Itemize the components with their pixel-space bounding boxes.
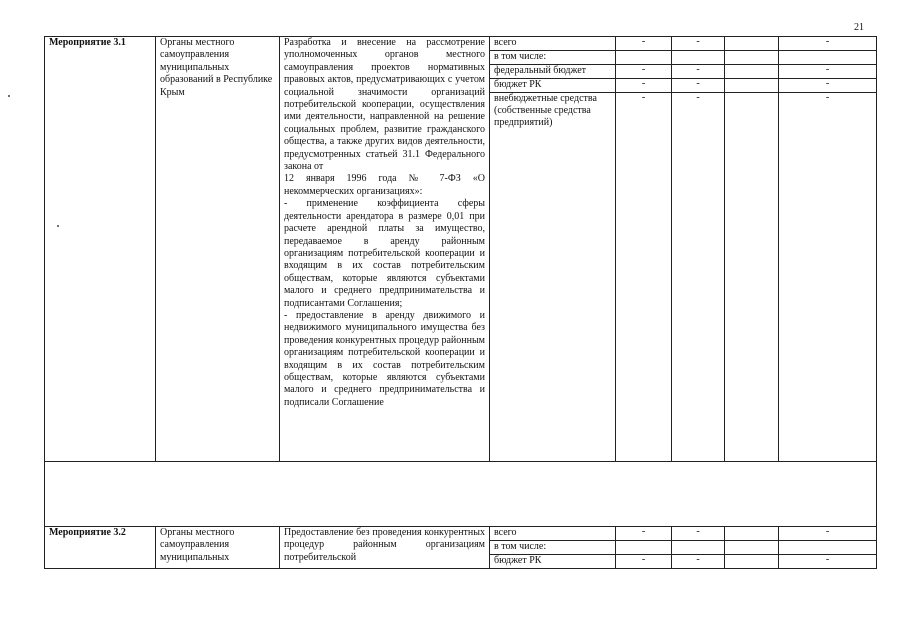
description-paragraph: Предоставление без проведения конкурентных процедур районным организациям потребительской: [284, 527, 485, 563]
funding-value: [672, 51, 725, 65]
funding-value: -: [616, 65, 672, 79]
responsible-organ: Органы местного самоуправления муниципальных образований в Республике Крым: [156, 37, 280, 462]
funding-value: [725, 79, 779, 93]
funding-value: -: [616, 527, 672, 541]
funding-value: [725, 65, 779, 79]
funding-value: -: [672, 555, 725, 569]
funding-value: -: [672, 79, 725, 93]
funding-row: [45, 527, 877, 541]
funding-value: -: [779, 37, 877, 51]
funding-value: -: [779, 555, 877, 569]
funding-value: -: [616, 555, 672, 569]
description-paragraph: - предоставление в аренду движимого и недвижимого муниципального имущества без проведения конкурентных процедур районным организациям потребительской кооперации и входящим в их состав потребительским обществам, которые являются субъектами малого и среднего предпринимательства и подписали Соглашение: [284, 309, 485, 408]
funding-source: в том числе:: [490, 51, 616, 65]
funding-value: [725, 51, 779, 65]
scan-speck: [8, 95, 10, 97]
funding-value: -: [672, 37, 725, 51]
funding-value: [616, 51, 672, 65]
funding-value: [779, 51, 877, 65]
funding-source: в том числе:: [490, 541, 616, 555]
measures-table: [44, 36, 877, 569]
measure-title: Мероприятие 3.2: [45, 527, 156, 569]
funding-value: -: [616, 93, 672, 462]
funding-value: -: [616, 37, 672, 51]
funding-value: -: [779, 527, 877, 541]
funding-value: [725, 555, 779, 569]
description-paragraph: - применение коэффициента сферы деятельности арендатора в размере 0,01 при расчете арендной платы за имущество, передаваемое в аренду районным организациям потребительской кооперации и входящим в их состав потребительским обществам, которые являются субъектами малого и среднего предпринимательства и подписантами Соглашения;: [284, 198, 485, 309]
funding-value: [725, 93, 779, 462]
funding-source: всего: [490, 37, 616, 51]
responsible-organ: Органы местного самоуправления муниципальных: [156, 527, 280, 569]
description-paragraph: Разработка и внесение на рассмотрение уполномоченных органов местного самоуправления проектов нормативных правовых актов, предусматривающих с учетом социальной значимости организаций потребительской кооперации, осуществления ими деятельности, направленной на решение социальных проблем, развитие гражданского общества, а также других видов деятельности, предусмотренных статьей 31.1 Федерального закона от: [284, 37, 485, 173]
measure-description: [280, 37, 490, 462]
funding-value: -: [616, 79, 672, 93]
measure-description: [280, 527, 490, 569]
measure-title: Мероприятие 3.1: [45, 37, 156, 462]
funding-value: -: [672, 527, 725, 541]
page-number: 21: [854, 22, 864, 33]
funding-value: [672, 541, 725, 555]
funding-value: [725, 527, 779, 541]
funding-value: -: [672, 65, 725, 79]
funding-value: [725, 37, 779, 51]
funding-value: -: [779, 79, 877, 93]
funding-value: -: [779, 65, 877, 79]
description-paragraph: 12 января 1996 года № 7-ФЗ «О некоммерческих организациях»:: [284, 173, 485, 197]
funding-source: внебюджетные средства (собственные средства предприятий): [490, 93, 616, 462]
funding-source: бюджет РК: [490, 555, 616, 569]
funding-source: всего: [490, 527, 616, 541]
funding-value: -: [779, 93, 877, 462]
funding-value: [616, 541, 672, 555]
funding-value: [779, 541, 877, 555]
scan-speck: [57, 225, 59, 227]
funding-value: [725, 541, 779, 555]
funding-source: бюджет РК: [490, 79, 616, 93]
funding-value: -: [672, 93, 725, 462]
funding-source: федеральный бюджет: [490, 65, 616, 79]
funding-row: [45, 37, 877, 51]
table-gap-row: [45, 462, 877, 527]
gap-cell: [45, 462, 877, 527]
